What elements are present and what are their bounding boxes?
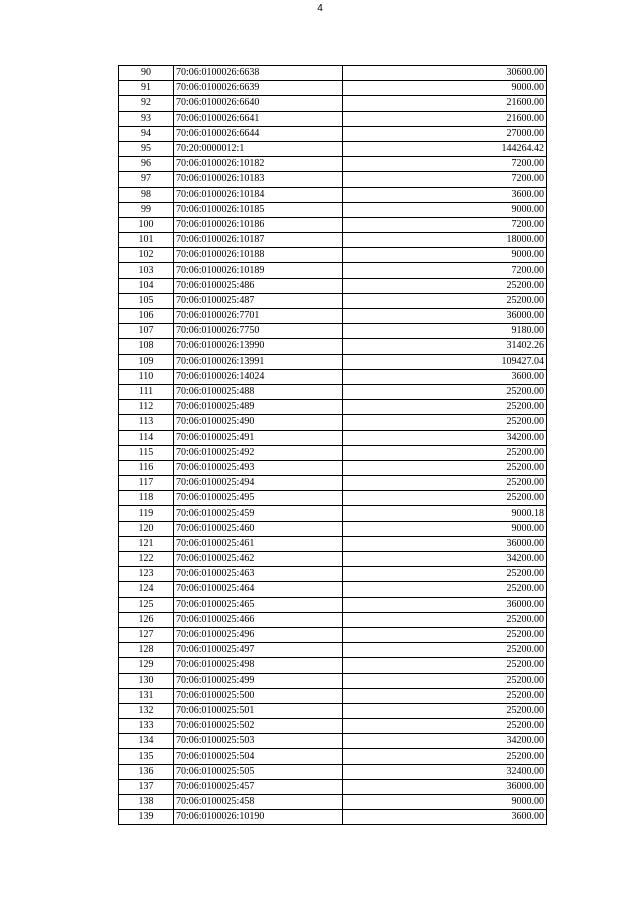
value-cell: 25200.00 bbox=[343, 688, 547, 703]
table-row bbox=[119, 552, 547, 567]
row-number-cell: 139 bbox=[119, 810, 174, 825]
table-row bbox=[119, 779, 547, 794]
cadastral-number-cell: 70:06:0100025:461 bbox=[174, 536, 343, 551]
cadastral-number-cell: 70:06:0100026:10184 bbox=[174, 187, 343, 202]
value-cell: 21600.00 bbox=[343, 111, 547, 126]
row-number-cell: 113 bbox=[119, 415, 174, 430]
cadastral-number-cell: 70:06:0100025:465 bbox=[174, 597, 343, 612]
cadastral-number-cell: 70:06:0100025:462 bbox=[174, 552, 343, 567]
value-cell: 25200.00 bbox=[343, 567, 547, 582]
table-row bbox=[119, 293, 547, 308]
value-cell: 25200.00 bbox=[343, 293, 547, 308]
cadastral-number-cell: 70:06:0100026:7750 bbox=[174, 324, 343, 339]
value-cell: 32400.00 bbox=[343, 764, 547, 779]
cadastral-number-cell: 70:06:0100025:499 bbox=[174, 673, 343, 688]
row-number-cell: 115 bbox=[119, 445, 174, 460]
row-number-cell: 100 bbox=[119, 217, 174, 232]
cadastral-number-cell: 70:06:0100026:14024 bbox=[174, 369, 343, 384]
row-number-cell: 131 bbox=[119, 688, 174, 703]
cadastral-number-cell: 70:06:0100025:504 bbox=[174, 749, 343, 764]
row-number-cell: 94 bbox=[119, 126, 174, 141]
cadastral-number-cell: 70:06:0100026:7701 bbox=[174, 309, 343, 324]
row-number-cell: 101 bbox=[119, 233, 174, 248]
row-number-cell: 106 bbox=[119, 309, 174, 324]
value-cell: 25200.00 bbox=[343, 703, 547, 718]
value-cell: 7200.00 bbox=[343, 263, 547, 278]
cadastral-number-cell: 70:06:0100026:13991 bbox=[174, 354, 343, 369]
value-cell: 36000.00 bbox=[343, 536, 547, 551]
row-number-cell: 110 bbox=[119, 369, 174, 384]
row-number-cell: 102 bbox=[119, 248, 174, 263]
value-cell: 9000.00 bbox=[343, 795, 547, 810]
cadastral-number-cell: 70:06:0100025:487 bbox=[174, 293, 343, 308]
value-cell: 25200.00 bbox=[343, 612, 547, 627]
table-row bbox=[119, 400, 547, 415]
cadastral-number-cell: 70:06:0100026:6644 bbox=[174, 126, 343, 141]
table-row bbox=[119, 339, 547, 354]
cadastral-number-cell: 70:06:0100025:464 bbox=[174, 582, 343, 597]
cadastral-number-cell: 70:06:0100025:492 bbox=[174, 445, 343, 460]
cadastral-number-cell: 70:06:0100025:503 bbox=[174, 734, 343, 749]
value-cell: 3600.00 bbox=[343, 810, 547, 825]
row-number-cell: 137 bbox=[119, 779, 174, 794]
cadastral-number-cell: 70:06:0100025:488 bbox=[174, 384, 343, 399]
row-number-cell: 138 bbox=[119, 795, 174, 810]
table-row bbox=[119, 369, 547, 384]
row-number-cell: 92 bbox=[119, 96, 174, 111]
table-row bbox=[119, 309, 547, 324]
value-cell: 9000.00 bbox=[343, 81, 547, 96]
value-cell: 31402.26 bbox=[343, 339, 547, 354]
row-number-cell: 118 bbox=[119, 491, 174, 506]
row-number-cell: 128 bbox=[119, 643, 174, 658]
cadastral-number-cell: 70:06:0100025:491 bbox=[174, 430, 343, 445]
value-cell: 25200.00 bbox=[343, 460, 547, 475]
cadastral-number-cell: 70:06:0100026:10189 bbox=[174, 263, 343, 278]
row-number-cell: 120 bbox=[119, 521, 174, 536]
row-number-cell: 130 bbox=[119, 673, 174, 688]
value-cell: 9000.00 bbox=[343, 521, 547, 536]
table-row bbox=[119, 81, 547, 96]
value-cell: 36000.00 bbox=[343, 309, 547, 324]
row-number-cell: 96 bbox=[119, 157, 174, 172]
value-cell: 36000.00 bbox=[343, 779, 547, 794]
table-row bbox=[119, 248, 547, 263]
table-row bbox=[119, 627, 547, 642]
row-number-cell: 111 bbox=[119, 384, 174, 399]
cadastral-number-cell: 70:06:0100026:10183 bbox=[174, 172, 343, 187]
value-cell: 25200.00 bbox=[343, 582, 547, 597]
row-number-cell: 126 bbox=[119, 612, 174, 627]
row-number-cell: 134 bbox=[119, 734, 174, 749]
cadastral-number-cell: 70:06:0100025:502 bbox=[174, 719, 343, 734]
value-cell: 7200.00 bbox=[343, 217, 547, 232]
table-row bbox=[119, 111, 547, 126]
table-row bbox=[119, 810, 547, 825]
cadastral-number-cell: 70:06:0100025:466 bbox=[174, 612, 343, 627]
value-cell: 3600.00 bbox=[343, 369, 547, 384]
table-body bbox=[119, 66, 547, 825]
value-cell: 7200.00 bbox=[343, 157, 547, 172]
value-cell: 9000.18 bbox=[343, 506, 547, 521]
cadastral-number-cell: 70:06:0100025:457 bbox=[174, 779, 343, 794]
row-number-cell: 136 bbox=[119, 764, 174, 779]
table-row bbox=[119, 521, 547, 536]
row-number-cell: 132 bbox=[119, 703, 174, 718]
row-number-cell: 127 bbox=[119, 627, 174, 642]
cadastral-number-cell: 70:06:0100025:496 bbox=[174, 627, 343, 642]
row-number-cell: 122 bbox=[119, 552, 174, 567]
table-row bbox=[119, 66, 547, 81]
table-row bbox=[119, 430, 547, 445]
row-number-cell: 103 bbox=[119, 263, 174, 278]
table-row bbox=[119, 673, 547, 688]
row-number-cell: 91 bbox=[119, 81, 174, 96]
value-cell: 9000.00 bbox=[343, 248, 547, 263]
value-cell: 25200.00 bbox=[343, 400, 547, 415]
row-number-cell: 135 bbox=[119, 749, 174, 764]
value-cell: 9180.00 bbox=[343, 324, 547, 339]
table-row bbox=[119, 582, 547, 597]
table-row bbox=[119, 445, 547, 460]
table-row bbox=[119, 415, 547, 430]
cadastral-number-cell: 70:06:0100025:486 bbox=[174, 278, 343, 293]
table-row bbox=[119, 126, 547, 141]
cadastral-number-cell: 70:06:0100026:10186 bbox=[174, 217, 343, 232]
value-cell: 25200.00 bbox=[343, 749, 547, 764]
table-row bbox=[119, 233, 547, 248]
cadastral-number-cell: 70:06:0100026:6640 bbox=[174, 96, 343, 111]
value-cell: 25200.00 bbox=[343, 643, 547, 658]
value-cell: 25200.00 bbox=[343, 627, 547, 642]
value-cell: 25200.00 bbox=[343, 658, 547, 673]
row-number-cell: 112 bbox=[119, 400, 174, 415]
row-number-cell: 123 bbox=[119, 567, 174, 582]
table-row bbox=[119, 157, 547, 172]
value-cell: 144264.42 bbox=[343, 141, 547, 156]
row-number-cell: 97 bbox=[119, 172, 174, 187]
value-cell: 25200.00 bbox=[343, 278, 547, 293]
row-number-cell: 108 bbox=[119, 339, 174, 354]
value-cell: 7200.00 bbox=[343, 172, 547, 187]
table-row bbox=[119, 719, 547, 734]
table-row bbox=[119, 491, 547, 506]
cadastral-number-cell: 70:06:0100026:10185 bbox=[174, 202, 343, 217]
table-row bbox=[119, 795, 547, 810]
cadastral-number-cell: 70:20:0000012:1 bbox=[174, 141, 343, 156]
value-cell: 3600.00 bbox=[343, 187, 547, 202]
value-cell: 36000.00 bbox=[343, 597, 547, 612]
cadastral-number-cell: 70:06:0100025:497 bbox=[174, 643, 343, 658]
cadastral-number-cell: 70:06:0100025:494 bbox=[174, 476, 343, 491]
cadastral-value-table bbox=[118, 65, 547, 825]
cadastral-number-cell: 70:06:0100025:501 bbox=[174, 703, 343, 718]
table-row bbox=[119, 460, 547, 475]
row-number-cell: 109 bbox=[119, 354, 174, 369]
value-cell: 34200.00 bbox=[343, 734, 547, 749]
value-cell: 25200.00 bbox=[343, 673, 547, 688]
value-cell: 109427.04 bbox=[343, 354, 547, 369]
value-cell: 25200.00 bbox=[343, 719, 547, 734]
value-cell: 30600.00 bbox=[343, 66, 547, 81]
cadastral-number-cell: 70:06:0100025:463 bbox=[174, 567, 343, 582]
table-row bbox=[119, 172, 547, 187]
row-number-cell: 98 bbox=[119, 187, 174, 202]
cadastral-number-cell: 70:06:0100025:489 bbox=[174, 400, 343, 415]
table-row bbox=[119, 506, 547, 521]
page-number: 4 bbox=[317, 3, 323, 14]
row-number-cell: 116 bbox=[119, 460, 174, 475]
value-cell: 34200.00 bbox=[343, 430, 547, 445]
table-row bbox=[119, 597, 547, 612]
cadastral-number-cell: 70:06:0100026:6638 bbox=[174, 66, 343, 81]
table-row bbox=[119, 734, 547, 749]
table-row bbox=[119, 764, 547, 779]
table-row bbox=[119, 187, 547, 202]
table-row bbox=[119, 354, 547, 369]
row-number-cell: 104 bbox=[119, 278, 174, 293]
row-number-cell: 125 bbox=[119, 597, 174, 612]
row-number-cell: 129 bbox=[119, 658, 174, 673]
table-row bbox=[119, 476, 547, 491]
row-number-cell: 105 bbox=[119, 293, 174, 308]
cadastral-number-cell: 70:06:0100025:490 bbox=[174, 415, 343, 430]
row-number-cell: 133 bbox=[119, 719, 174, 734]
cadastral-number-cell: 70:06:0100026:6641 bbox=[174, 111, 343, 126]
table-row bbox=[119, 536, 547, 551]
cadastral-number-cell: 70:06:0100025:498 bbox=[174, 658, 343, 673]
table-row bbox=[119, 567, 547, 582]
cadastral-number-cell: 70:06:0100026:10187 bbox=[174, 233, 343, 248]
cadastral-number-cell: 70:06:0100025:495 bbox=[174, 491, 343, 506]
cadastral-number-cell: 70:06:0100025:500 bbox=[174, 688, 343, 703]
table-row bbox=[119, 217, 547, 232]
table-row bbox=[119, 384, 547, 399]
table-row bbox=[119, 263, 547, 278]
value-cell: 25200.00 bbox=[343, 491, 547, 506]
value-cell: 25200.00 bbox=[343, 445, 547, 460]
cadastral-number-cell: 70:06:0100026:10190 bbox=[174, 810, 343, 825]
table-row bbox=[119, 749, 547, 764]
table-row bbox=[119, 278, 547, 293]
table-row bbox=[119, 202, 547, 217]
table-row bbox=[119, 703, 547, 718]
value-cell: 21600.00 bbox=[343, 96, 547, 111]
table-row bbox=[119, 612, 547, 627]
table-row bbox=[119, 643, 547, 658]
cadastral-number-cell: 70:06:0100025:505 bbox=[174, 764, 343, 779]
row-number-cell: 117 bbox=[119, 476, 174, 491]
row-number-cell: 99 bbox=[119, 202, 174, 217]
row-number-cell: 114 bbox=[119, 430, 174, 445]
value-cell: 34200.00 bbox=[343, 552, 547, 567]
cadastral-number-cell: 70:06:0100026:6639 bbox=[174, 81, 343, 96]
cadastral-number-cell: 70:06:0100026:10182 bbox=[174, 157, 343, 172]
row-number-cell: 121 bbox=[119, 536, 174, 551]
cadastral-number-cell: 70:06:0100026:10188 bbox=[174, 248, 343, 263]
value-cell: 25200.00 bbox=[343, 415, 547, 430]
table-row bbox=[119, 96, 547, 111]
table-row bbox=[119, 141, 547, 156]
value-cell: 18000.00 bbox=[343, 233, 547, 248]
cadastral-number-cell: 70:06:0100025:460 bbox=[174, 521, 343, 536]
cadastral-number-cell: 70:06:0100025:459 bbox=[174, 506, 343, 521]
cadastral-number-cell: 70:06:0100026:13990 bbox=[174, 339, 343, 354]
cadastral-number-cell: 70:06:0100025:458 bbox=[174, 795, 343, 810]
value-cell: 9000.00 bbox=[343, 202, 547, 217]
row-number-cell: 107 bbox=[119, 324, 174, 339]
value-cell: 25200.00 bbox=[343, 476, 547, 491]
cadastral-number-cell: 70:06:0100025:493 bbox=[174, 460, 343, 475]
value-cell: 25200.00 bbox=[343, 384, 547, 399]
row-number-cell: 90 bbox=[119, 66, 174, 81]
table-row bbox=[119, 688, 547, 703]
row-number-cell: 119 bbox=[119, 506, 174, 521]
row-number-cell: 124 bbox=[119, 582, 174, 597]
value-cell: 27000.00 bbox=[343, 126, 547, 141]
row-number-cell: 93 bbox=[119, 111, 174, 126]
row-number-cell: 95 bbox=[119, 141, 174, 156]
table-row bbox=[119, 658, 547, 673]
table-row bbox=[119, 324, 547, 339]
